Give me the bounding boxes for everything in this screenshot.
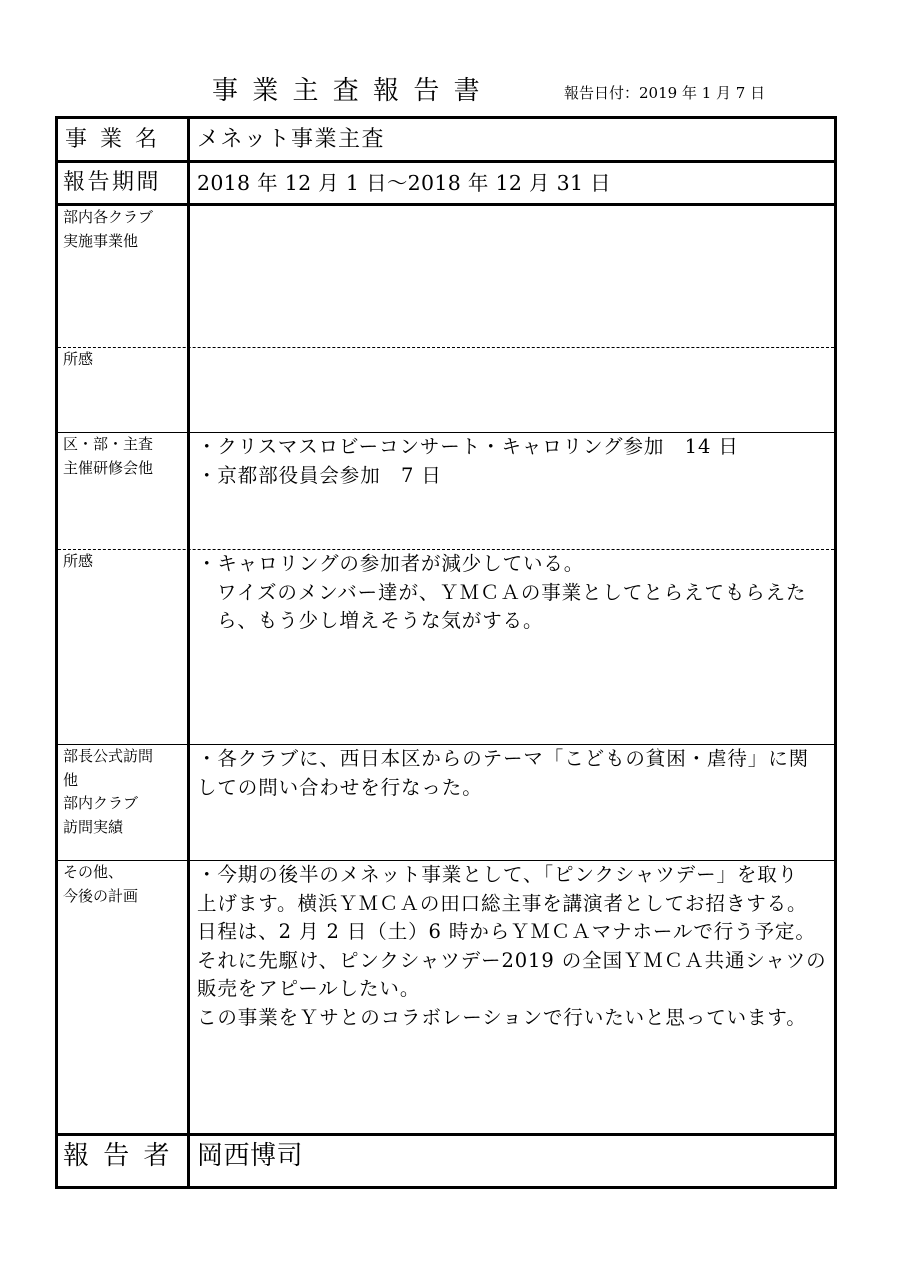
label-line: 訪問実績 — [63, 817, 124, 836]
text-line: ・各クラブに、西日本区からのテーマ「こどもの貧困・虐待」に関 — [197, 747, 810, 770]
club-activities-comments-content — [190, 348, 834, 432]
other-plans-label — [58, 861, 187, 1133]
page-title: 事 業 主 査 報 告 書 — [212, 76, 483, 106]
text-line: ・クリスマスロビーコンサート・キャロリング参加 14 日 — [197, 435, 739, 458]
text-line: ・京都部役員会参加 7 日 — [197, 463, 442, 487]
text-line: ・今期の後半のメネット事業として、「ピンクシャツデー」を取り — [197, 863, 799, 886]
district-events-comments-content — [190, 550, 834, 744]
row-business-name — [58, 119, 834, 160]
row-report-period — [58, 160, 834, 203]
row-visits — [58, 744, 834, 860]
report-period-value: 2018 年 12 月 1 日～2018 年 12 月 31 日 — [197, 171, 611, 195]
label-line: 部内クラブ — [63, 794, 139, 812]
text-line: 販売をアピールしたい。 — [197, 977, 421, 1000]
reporter-value: 岡西博司 — [197, 1141, 304, 1171]
visits-content — [190, 745, 834, 860]
report-date: 報告日付：2019 年 1 月 7 日 — [564, 84, 766, 102]
row-district-events — [58, 432, 834, 549]
label-line: 所感 — [63, 350, 94, 368]
club-activities-label — [58, 206, 187, 347]
district-events-comments-label — [58, 550, 187, 744]
label-line: 他 — [63, 770, 79, 789]
visits-label — [58, 745, 187, 860]
label-line: 今後の計画 — [63, 886, 139, 905]
text-line: 日程は、2 月 2 日（土）6 時からＹＭＣＡマナホールで行う予定。 — [197, 920, 816, 943]
business-name-value: メネット事業主査 — [197, 127, 386, 152]
text-line: しての問い合わせを行なった。 — [197, 775, 483, 799]
reporter-label: 報 告 者 — [63, 1141, 173, 1171]
row-club-activities-comments — [58, 347, 834, 432]
other-plans-content — [190, 861, 834, 1133]
report-table — [55, 116, 837, 1189]
district-events-label — [58, 433, 187, 549]
label-line: 部内各クラブ — [63, 208, 154, 226]
text-line: ・キャロリングの参加者が減少している。 — [197, 552, 585, 575]
row-club-activities — [58, 203, 834, 347]
label-line: 区・部・主査 — [63, 435, 154, 453]
row-other-plans — [58, 860, 834, 1133]
district-events-content — [190, 433, 834, 549]
label-line: 部長公式訪問 — [63, 747, 154, 765]
text-line: ら、もう少し増えそうな気がする。 — [217, 609, 544, 632]
business-name-label: 事 業 名 — [65, 127, 160, 152]
text-line: この事業をＹサとのコラボレーションで行いたいと思っています。 — [197, 1005, 807, 1029]
label-line: 主催研修会他 — [63, 458, 154, 477]
row-reporter — [58, 1133, 834, 1186]
column-divider — [187, 119, 190, 1186]
report-period-label: 報告期間 — [63, 170, 162, 195]
label-line: 所感 — [63, 552, 94, 570]
label-line: その他、 — [63, 863, 124, 881]
text-line: ワイズのメンバー達が、ＹＭＣＡの事業としてとらえてもらえた — [217, 580, 807, 604]
text-line: 上げます。横浜ＹＭＣＡの田口総主事を講演者としてお招きする。 — [197, 891, 808, 915]
row-district-events-comments — [58, 549, 834, 744]
text-line: それに先駆け、ピンクシャツデー2019 の全国ＹＭＣＡ共通シャツの — [197, 948, 827, 972]
club-activities-content — [190, 206, 834, 347]
label-line: 実施事業他 — [63, 231, 139, 250]
club-activities-comments-label — [58, 348, 187, 432]
